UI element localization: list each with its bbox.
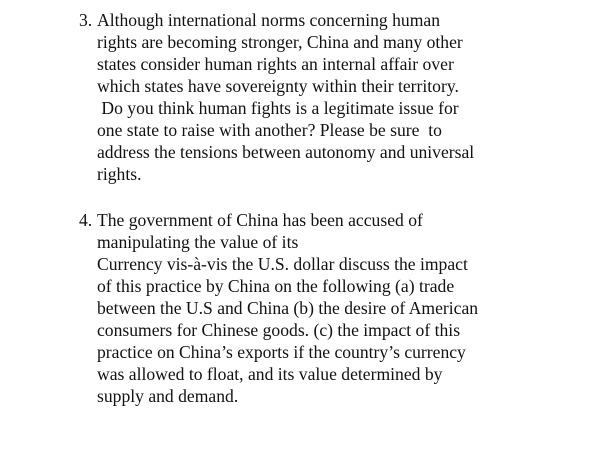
question-3-line: Although international norms concerning human [97, 10, 441, 30]
question-3-line: states consider human rights an internal affair over [97, 54, 454, 74]
question-3-line: address the tensions between autonomy and universal [97, 142, 475, 162]
question-4-line: practice on China’s exports if the country’s currency [97, 342, 466, 362]
question-4-line: The government of China has been accused of [97, 210, 423, 230]
question-4-line: supply and demand. [97, 386, 239, 406]
question-3-number: 3. [79, 10, 93, 30]
question-3-line: which states have sovereignty within their territory. [97, 76, 459, 96]
question-4-line: of this practice by China on the following (a) trade [97, 276, 455, 296]
question-4-line: Currency vis-à-vis the U.S. dollar discuss the impact [97, 254, 468, 274]
question-4-line: was allowed to float, and its value determined by [97, 364, 443, 384]
question-3-line: Do you think human fights is a legitimate issue for [97, 98, 459, 118]
question-3-line: rights are becoming stronger, China and many other [97, 32, 463, 52]
question-4-line: consumers for Chinese goods. (c) the impact of this [97, 320, 461, 340]
question-4-line: between the U.S and China (b) the desire of American [97, 298, 479, 318]
question-4-line: manipulating the value of its [97, 232, 299, 252]
question-3-line: rights. [97, 164, 142, 184]
question-4-number: 4. [79, 210, 93, 230]
question-3-line: one state to raise with another? Please be sure to [97, 120, 442, 140]
